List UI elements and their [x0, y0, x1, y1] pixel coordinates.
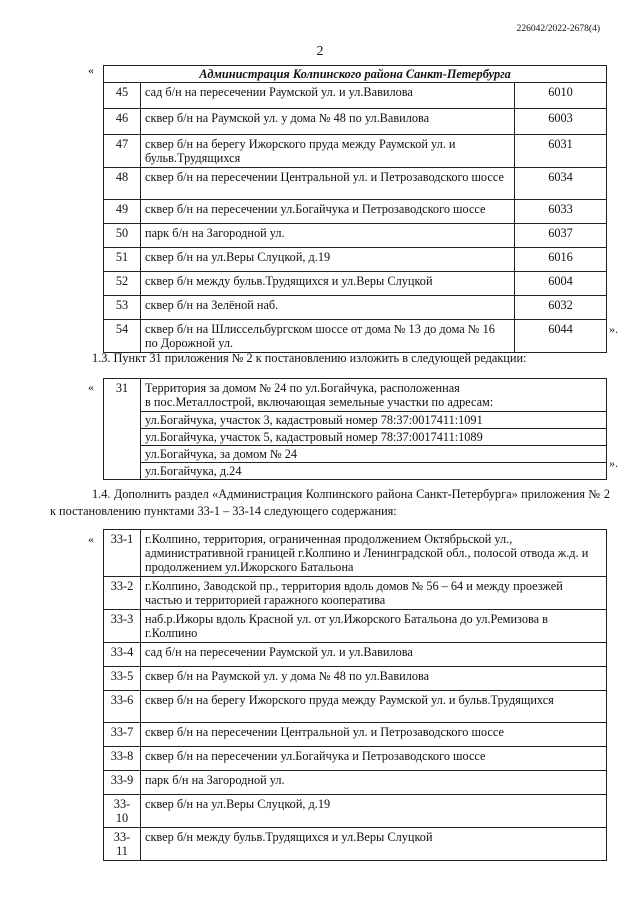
table-row: 33-3 наб.р.Ижоры вдоль Красной ул. от ул.Ижорского Батальона до ул.Ремизова в г.Колпино [104, 610, 607, 643]
table-row: 33-1 г.Колпино, территория, ограниченная продолжением Октябрьской ул., административной границей г.Колпино и Ленинградской обл., полосой отвода ж.д. и продолжением ул.Ижорского Батальона [104, 530, 607, 577]
table-row: 54 сквер б/н на Шлиссельбургском шоссе от дома № 13 до дома № 16 по Дорожной ул. 6044 [104, 320, 607, 353]
table-row: 52 сквер б/н между бульв.Трудящихся и ул.Веры Слуцкой 6004 [104, 272, 607, 296]
table-3 [103, 529, 607, 861]
close-quote: ». [609, 456, 618, 470]
table-row: 33-2 г.Колпино, Заводской пр., территория вдоль домов № 56 – 64 и между проезжей частью и территорией гаражного кооператива [104, 577, 607, 610]
table-row: 33-8 сквер б/н на пересечении ул.Богайчука и Петрозаводского шоссе [104, 747, 607, 771]
table-row: 33-9 парк б/н на Загородной ул. [104, 771, 607, 795]
table-1-header: Администрация Колпинского района Санкт-Петербурга [104, 66, 607, 83]
table-row: 45 сад б/н на пересечении Раумской ул. и ул.Вавилова 6010 [104, 83, 607, 109]
paragraph-1-4: 1.4. Дополнить раздел «Администрация Колпинского района Санкт-Петербурга» приложения № 2 к постановлению пунктами 33-1 – 33-14 следующего содержания: [50, 487, 610, 518]
table-row: 33-5 сквер б/н на Раумской ул. у дома № 48 по ул.Вавилова [104, 667, 607, 691]
table-row: 51 сквер б/н на ул.Веры Слуцкой, д.19 6016 [104, 248, 607, 272]
table-row: 46 сквер б/н на Раумской ул. у дома № 48 по ул.Вавилова 6003 [104, 109, 607, 135]
table-row: 47 сквер б/н на берегу Ижорского пруда между Раумской ул. и бульв.Трудящихся 6031 [104, 135, 607, 168]
page-number: 2 [316, 44, 324, 59]
table-row: 33-7 сквер б/н на пересечении Центральной ул. и Петрозаводского шоссе [104, 723, 607, 747]
paragraph-1-3: 1.3. Пункт 31 приложения № 2 к постановлению изложить в следующей редакции: [92, 351, 527, 365]
open-quote: « [88, 532, 94, 546]
table-row: 49 сквер б/н на пересечении ул.Богайчука и Петрозаводского шоссе 6033 [104, 200, 607, 224]
table-row: 33-6 сквер б/н на берегу Ижорского пруда между Раумской ул. и бульв.Трудящихся [104, 691, 607, 723]
document-number: 226042/2022-2678(4) [516, 24, 600, 34]
table-row: 53 сквер б/н на Зелёной наб. 6032 [104, 296, 607, 320]
open-quote: « [88, 63, 94, 77]
table-row: 48 сквер б/н на пересечении Центральной ул. и Петрозаводского шоссе 6034 [104, 168, 607, 200]
open-quote: « [88, 380, 94, 394]
close-quote: ». [609, 322, 618, 336]
table-row: 33-11 сквер б/н между бульв.Трудящихся и ул.Веры Слуцкой [104, 828, 607, 861]
table-1 [103, 65, 607, 353]
table-row: 33-4 сад б/н на пересечении Раумской ул. и ул.Вавилова [104, 643, 607, 667]
table-2: 31 Территория за домом № 24 по ул.Богайчука, расположенная в пос.Металлострой, включающая земельные участки по адресам: ул.Богайчука, участок 3, кадастровый номер 78:37:0017411:1091 ул.Богайчука, участок 5, кадастровый номер 78:37:0017411:1089 ул.Богайчука, за домом № 24 ул.Богайчука, д.24 [103, 378, 607, 480]
table-row: 50 парк б/н на Загородной ул. 6037 [104, 224, 607, 248]
table-row: 33-10 сквер б/н на ул.Веры Слуцкой, д.19 [104, 795, 607, 828]
